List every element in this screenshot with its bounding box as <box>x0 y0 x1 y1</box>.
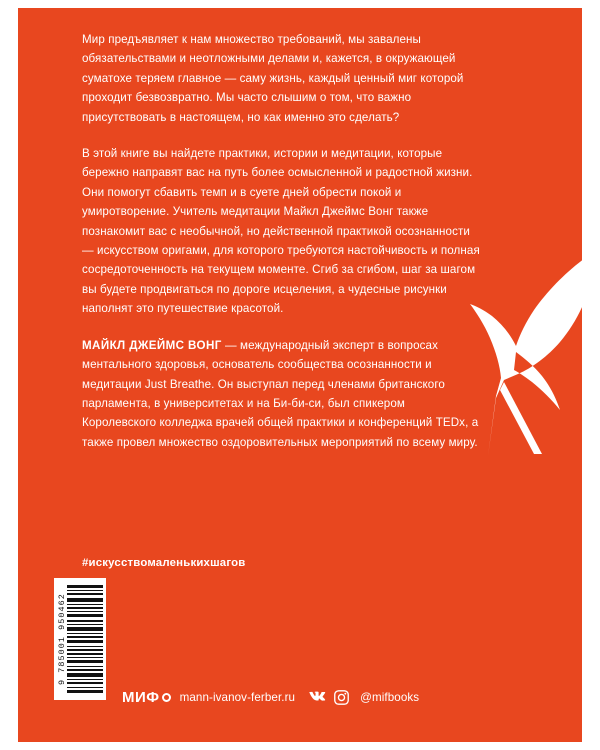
publisher-footer <box>122 689 419 706</box>
blurb-paragraph-2: В этой книге вы найдете практики, истории и медитации, которые бережно направят вас на путь более осмысленной и радостной жизни. Они помогут сбавить темп и в суете дней обрести покой и умиротворение. Учитель медитации Майкл Джеймс Вонг также познакомит вас с необычной, но действенной практикой осознанности — искусством оригами, для которого требуются настойчивость и полная сосредоточенность на текущем моменте. Сгиб за сгибом, шаг за шагом вы будете продвигаться по дороге исцеления, а чудесные рисунки наполнят это путешествие красотой. <box>82 147 480 316</box>
blurb-paragraph-1: Мир предъявляет к нам множество требований, мы завалены обязательствами и неотложными делами и, кажется, в окружающей суматохе теряем главное — саму жизнь, каждый ценный миг которой проходит безвозвратно. Мы часто слышим о том, что важно присутствовать в настоящем, но как именно это сделать? <box>82 33 464 124</box>
blurb-text-column <box>82 30 482 452</box>
author-name: МАЙКЛ ДЖЕЙМС ВОНГ <box>82 338 222 352</box>
barcode-lines <box>67 582 103 696</box>
vk-icon[interactable] <box>309 689 326 706</box>
barcode-number: 9 785001 950462 <box>57 593 67 685</box>
author-bio <box>82 336 482 452</box>
social-icons <box>309 689 350 706</box>
publisher-website[interactable]: mann-ivanov-ferber.ru <box>179 691 296 704</box>
mif-logo <box>122 689 171 706</box>
author-bio-text: — международный эксперт в вопросах ментального здоровья, основатель сообщества осознанности и медитации Just Breathe. Он выступал перед членами британского парламента, в университетах и на Би-би-си, был спикером Королевского колледжа врачей общей практики и конференций TEDx, а также провел множество оздоровительных мероприятий по всему миру. <box>82 338 479 449</box>
mif-logo-dot <box>162 693 171 702</box>
book-back-cover <box>18 8 582 742</box>
social-handle[interactable]: @mifbooks <box>360 691 420 704</box>
barcode <box>54 578 106 700</box>
mif-logo-text: МИФ <box>122 689 160 706</box>
hashtag: #искусствомаленькихшагов <box>82 557 246 569</box>
instagram-icon[interactable] <box>333 689 350 706</box>
